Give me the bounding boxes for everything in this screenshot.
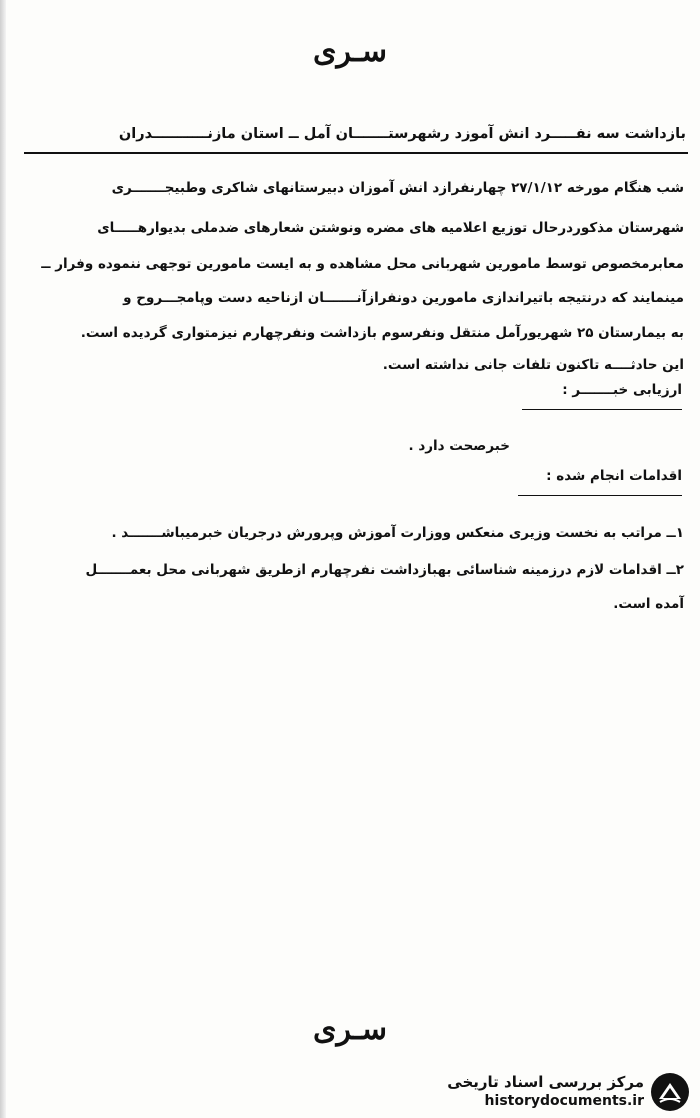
action-line-2: ۲ــ اقدامات لازم درزمینه شناسائی بهبازداشت نفرچهارم ازطریق شهربانی محل بعمـــــــل <box>85 562 684 578</box>
actions-underline <box>518 495 682 496</box>
document-title: بازداشت سه نفـــــرد انش آموزد رشهرستـــــــان آمل ــ استان مازنـــــــــــدران <box>118 126 686 142</box>
watermark-title: مرکز بررسی اسناد تاریخی <box>447 1073 644 1091</box>
evaluation-underline <box>522 409 682 410</box>
body-line-6: این حادثــــه تاکنون تلفات جانی نداشته است. <box>382 357 684 373</box>
body-line-4: مینمایند که درنتیجه باتیراندازی مامورین دونفرازآنـــــــان ازناحیه دست وپامجـــروح و <box>123 290 684 306</box>
evaluation-heading: ارزیابی خبـــــــر : <box>562 382 682 398</box>
watermark-logo <box>360 1072 690 1112</box>
classification-top: سـری <box>313 34 387 69</box>
evaluation-text: خبرصحت دارد . <box>408 438 510 454</box>
action-line-1: ۱ــ مراتب به نخست وزیری منعکس ووزارت آموزش وپرورش درجریان خبرمیباشـــــــد . <box>111 525 684 541</box>
book-logo-icon <box>650 1072 690 1112</box>
watermark-url: historydocuments.ir <box>484 1093 644 1109</box>
title-rule <box>24 152 688 154</box>
actions-heading: اقدامات انجام شده : <box>546 468 682 484</box>
classification-bottom: سـری <box>313 1012 387 1047</box>
body-line-2: شهرستان مذکوردرحال توزیع اعلامیه های مضره ونوشتن شعارهای ضدملی بدیوارهـــــای <box>97 220 684 236</box>
body-line-5: به بیمارستان ۲۵ شهریورآمل منتقل ونفرسوم بازداشت ونفرچهارم نیزمتواری گردیده است. <box>80 325 684 341</box>
body-line-1: شب هنگام مورخه ۲۷/۱/۱۲ چهارنفرازد انش آموزان دبیرستانهای شاکری وطبیجـــــــری <box>111 180 684 196</box>
page-edge-shadow <box>0 0 6 1118</box>
action-line-3: آمده است. <box>613 596 684 612</box>
body-line-3: معابرمخصوص توسط مامورین شهربانی محل مشاهده و به ایست مامورین توجهی ننموده وفرار ــ <box>41 256 684 272</box>
